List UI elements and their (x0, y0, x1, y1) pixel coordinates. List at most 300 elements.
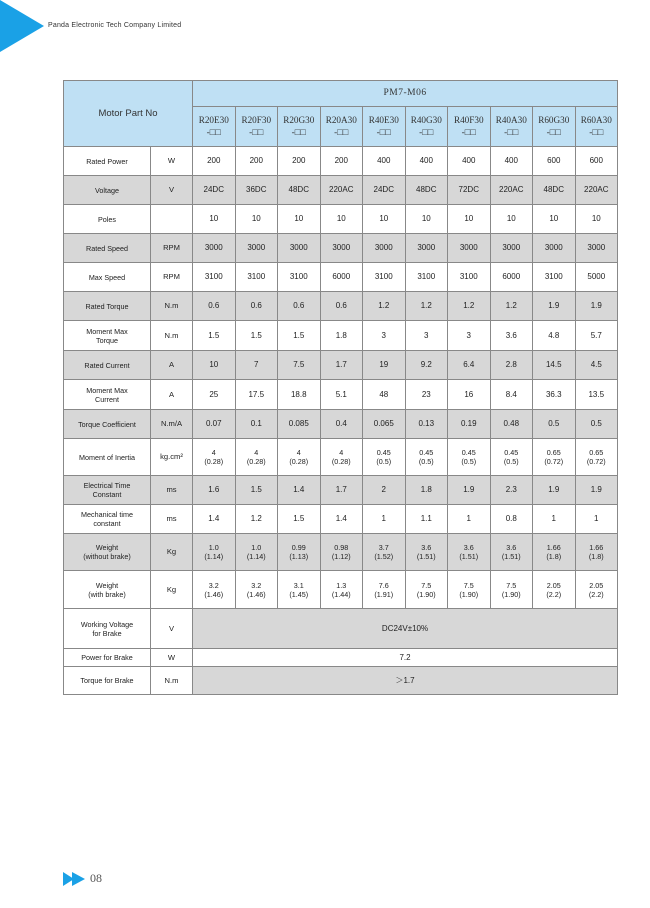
part-number-cell (193, 107, 236, 147)
row-label (64, 609, 151, 649)
value-line: 3000 (417, 243, 436, 252)
value-cell (448, 321, 491, 351)
brake-row (64, 667, 618, 695)
row-label-line: Torque Coefficient (78, 419, 136, 429)
row-label-line: Current (95, 394, 119, 404)
series-header: PM7-M06 (193, 81, 618, 107)
part-number-line: R40F30 (453, 115, 484, 125)
value-line: 0.6 (293, 301, 305, 310)
value-cell (575, 147, 618, 176)
row-label (64, 205, 151, 234)
value-cell (235, 571, 278, 609)
value-cell (193, 571, 236, 609)
value-line: 2.8 (505, 360, 517, 369)
value-line: (0.5) (461, 457, 477, 466)
value-cell (533, 439, 576, 476)
row-label-line: Voltage (95, 185, 119, 195)
row-label-line: Torque for Brake (80, 676, 134, 685)
value-line: 6.4 (463, 360, 475, 369)
value-cell (363, 476, 406, 505)
value-line: 0.45 (461, 448, 476, 457)
value-cell (575, 534, 618, 571)
value-cell (363, 176, 406, 205)
value-line: 3.6 (463, 543, 474, 552)
value-line: 1.9 (590, 485, 602, 494)
value-cell (235, 234, 278, 263)
table-row (64, 571, 618, 609)
value-line: (0.5) (376, 457, 392, 466)
value-line: 3100 (204, 272, 223, 281)
value-line: 220AC (499, 185, 524, 194)
row-label (64, 263, 151, 292)
value-line: 3000 (204, 243, 223, 252)
table-row (64, 534, 618, 571)
value-cell (193, 176, 236, 205)
value-cell (363, 439, 406, 476)
part-number-cell (278, 107, 321, 147)
value-line: 0.8 (505, 514, 517, 523)
value-cell (235, 147, 278, 176)
value-line: 7.6 (378, 580, 389, 590)
row-unit: Kg (151, 571, 193, 609)
value-line: 10 (209, 360, 219, 369)
row-label (64, 667, 151, 695)
value-line: 400 (504, 156, 518, 165)
value-line: 1.9 (590, 301, 602, 310)
value-cell (533, 534, 576, 571)
part-number-line: R60G30 (538, 115, 570, 125)
table-row (64, 321, 618, 351)
value-cell (575, 205, 618, 234)
value-line: 24DC (203, 185, 224, 194)
value-cell (320, 205, 363, 234)
row-label (64, 439, 151, 476)
value-line: 1.2 (505, 301, 517, 310)
header-row-series (64, 81, 618, 107)
value-line: 2.05 (589, 580, 604, 590)
table-row (64, 351, 618, 380)
value-cell (490, 205, 533, 234)
value-line: 4.8 (548, 330, 560, 340)
part-number-cell (533, 107, 576, 147)
value-cell (320, 439, 363, 476)
row-unit: A (151, 351, 193, 380)
value-cell (193, 292, 236, 321)
value-cell (490, 505, 533, 534)
value-line: 3.7 (378, 543, 389, 552)
value-cell (235, 292, 278, 321)
value-line: 3.6 (505, 330, 517, 340)
row-label (64, 534, 151, 571)
table-row (64, 176, 618, 205)
value-cell (278, 505, 321, 534)
value-cell (235, 534, 278, 571)
value-cell (533, 205, 576, 234)
value-line: 3000 (332, 243, 351, 252)
value-cell (405, 410, 448, 439)
value-cell (575, 263, 618, 292)
value-line: 4 (254, 448, 259, 457)
value-line: 1.9 (548, 485, 560, 494)
value-cell (575, 410, 618, 439)
part-number-line: -□□ (546, 126, 561, 137)
value-cell (405, 234, 448, 263)
value-line: 14.5 (545, 360, 562, 369)
part-number-cell (235, 107, 278, 147)
value-cell (490, 321, 533, 351)
value-line: 5000 (587, 272, 606, 281)
value-cell (405, 176, 448, 205)
value-line: 2 (381, 485, 386, 494)
value-line: 1.8 (335, 330, 347, 340)
value-line: 1.2 (463, 301, 475, 310)
row-label (64, 351, 151, 380)
page-number: 08 (90, 871, 102, 885)
value-cell (448, 571, 491, 609)
value-line: 0.5 (548, 419, 560, 428)
part-number-line: R40G30 (410, 115, 442, 125)
value-cell (575, 351, 618, 380)
row-unit: N.m (151, 321, 193, 351)
value-cell (405, 292, 448, 321)
value-line: (1.90) (416, 589, 436, 599)
value-cell (405, 505, 448, 534)
value-line: 200 (292, 156, 306, 165)
value-cell (448, 351, 491, 380)
value-cell (363, 380, 406, 410)
value-line: 1.8 (420, 485, 432, 494)
value-line: 19 (379, 360, 389, 369)
value-cell (575, 321, 618, 351)
value-line: (1.8) (588, 552, 604, 561)
value-line: 220AC (329, 185, 354, 194)
row-label (64, 505, 151, 534)
value-cell (320, 505, 363, 534)
part-number-line: -□□ (461, 126, 476, 137)
value-cell (405, 263, 448, 292)
value-line: 1.2 (378, 301, 390, 310)
value-cell (490, 176, 533, 205)
value-line: 10 (336, 214, 346, 223)
value-line: (1.12) (331, 552, 351, 561)
row-label-line: Torque (96, 335, 118, 345)
row-label-line: Rated Power (86, 156, 128, 166)
value-cell (490, 410, 533, 439)
value-line: 1 (466, 514, 471, 523)
value-line: 4 (296, 448, 301, 457)
value-cell (363, 410, 406, 439)
row-label-line: Working Voltage (80, 619, 134, 629)
value-cell (490, 147, 533, 176)
value-line: 400 (377, 156, 391, 165)
value-cell (235, 476, 278, 505)
table-row (64, 380, 618, 410)
value-line: 3000 (247, 243, 266, 252)
value-cell (490, 439, 533, 476)
part-number-line: R40E30 (368, 115, 399, 125)
value-line: 8.4 (505, 389, 517, 399)
part-number-line: R20G30 (283, 115, 315, 125)
value-cell (320, 380, 363, 410)
part-number-cell (405, 107, 448, 147)
value-line: (1.90) (459, 589, 479, 599)
part-number-cell (363, 107, 406, 147)
value-cell (320, 571, 363, 609)
value-line: 0.65 (589, 448, 604, 457)
part-number-cell (320, 107, 363, 147)
value-line: 0.45 (419, 448, 434, 457)
value-cell (405, 380, 448, 410)
table-row (64, 505, 618, 534)
value-cell (448, 534, 491, 571)
brake-row (64, 649, 618, 667)
row-label-line: Mechanical time (81, 510, 133, 519)
value-cell (448, 505, 491, 534)
part-number-line: -□□ (589, 126, 604, 137)
value-cell (278, 147, 321, 176)
value-cell (278, 476, 321, 505)
row-unit: N.m (151, 667, 193, 695)
value-line: 200 (207, 156, 221, 165)
motor-part-no-header: Motor Part No (64, 81, 193, 147)
value-cell (278, 176, 321, 205)
value-cell (278, 439, 321, 476)
value-line: 10 (549, 214, 559, 223)
value-cell (405, 147, 448, 176)
value-line: (1.13) (289, 552, 309, 561)
value-line: 3000 (587, 243, 606, 252)
value-cell (193, 476, 236, 505)
value-cell (490, 534, 533, 571)
row-label-line: Moment of Inertia (79, 452, 135, 462)
value-line: 6000 (502, 272, 521, 281)
value-cell (533, 410, 576, 439)
row-label (64, 571, 151, 609)
value-line: 10 (294, 214, 304, 223)
value-line: 3.2 (208, 580, 219, 590)
value-cell (490, 234, 533, 263)
value-line: (0.28) (331, 457, 351, 466)
value-cell (320, 263, 363, 292)
value-line: 600 (589, 156, 603, 165)
table-row (64, 205, 618, 234)
value-line: 3.6 (421, 543, 432, 552)
row-unit: RPM (151, 234, 193, 263)
value-line: 10 (591, 214, 601, 223)
value-cell (533, 571, 576, 609)
value-line: 2.05 (546, 580, 561, 590)
row-label (64, 476, 151, 505)
row-label-line: Weight (95, 580, 119, 590)
value-line: 220AC (584, 185, 609, 194)
part-number-cell (448, 107, 491, 147)
row-label (64, 380, 151, 410)
value-line: (1.51) (459, 552, 479, 561)
value-line: (1.51) (416, 552, 436, 561)
value-cell (533, 380, 576, 410)
value-line: 1.4 (335, 514, 347, 523)
row-unit: ms (151, 476, 193, 505)
row-unit (151, 205, 193, 234)
value-cell (320, 351, 363, 380)
part-number-line: -□□ (419, 126, 434, 137)
value-line: 3 (381, 330, 386, 340)
value-line: 3100 (247, 272, 266, 281)
row-label-line: (without brake) (83, 552, 131, 561)
value-cell (320, 234, 363, 263)
value-cell (193, 410, 236, 439)
brake-value: DC24V±10% (193, 609, 618, 649)
value-cell (278, 534, 321, 571)
value-line: 36.3 (545, 389, 562, 399)
value-line: 0.45 (504, 448, 519, 457)
value-line: 6000 (332, 272, 351, 281)
value-line: 16 (464, 389, 474, 399)
value-line: 1.4 (293, 485, 305, 494)
value-line: 0.65 (546, 448, 561, 457)
row-label-line: Electrical Time (83, 481, 131, 490)
value-line: 3100 (374, 272, 393, 281)
value-line: 1.0 (251, 543, 262, 552)
value-cell (235, 380, 278, 410)
value-line: 4 (339, 448, 344, 457)
value-cell (235, 176, 278, 205)
value-cell (405, 439, 448, 476)
row-label-line: Rated Current (84, 360, 130, 370)
value-cell (363, 571, 406, 609)
page-arrow-icon (63, 872, 87, 886)
value-cell (363, 534, 406, 571)
part-number-line: -□□ (291, 126, 306, 137)
value-line: 36DC (246, 185, 267, 194)
value-cell (193, 263, 236, 292)
value-line: 200 (334, 156, 348, 165)
row-label (64, 649, 151, 667)
table-row (64, 476, 618, 505)
table-row (64, 292, 618, 321)
part-number-cell (575, 107, 618, 147)
value-line: 72DC (458, 185, 479, 194)
value-line: 10 (464, 214, 474, 223)
value-cell (278, 571, 321, 609)
value-line: 0.6 (208, 301, 220, 310)
value-cell (448, 234, 491, 263)
value-cell (363, 321, 406, 351)
value-cell (363, 292, 406, 321)
value-cell (533, 234, 576, 263)
value-line: 3100 (289, 272, 308, 281)
row-label-line: Moment Max (86, 326, 128, 336)
value-line: 0.6 (250, 301, 262, 310)
value-line: 10 (379, 214, 389, 223)
value-line: 1.5 (293, 514, 305, 523)
value-line: 3 (466, 330, 471, 340)
value-cell (448, 205, 491, 234)
value-line: 3.1 (293, 580, 304, 590)
value-line: 18.8 (290, 389, 307, 399)
corner-triangle-logo (0, 0, 44, 52)
value-cell (490, 351, 533, 380)
value-line: 3100 (459, 272, 478, 281)
value-cell (320, 147, 363, 176)
value-line: 4 (211, 448, 216, 457)
value-cell (575, 571, 618, 609)
value-line: 3000 (459, 243, 478, 252)
value-cell (235, 351, 278, 380)
value-cell (533, 476, 576, 505)
value-line: 7 (254, 360, 259, 369)
value-line: (1.90) (501, 589, 521, 599)
value-cell (193, 351, 236, 380)
value-line: 1.6 (208, 485, 220, 494)
row-unit: V (151, 609, 193, 649)
value-cell (235, 263, 278, 292)
value-line: 0.19 (460, 419, 477, 428)
value-cell (235, 505, 278, 534)
value-line: 400 (462, 156, 476, 165)
value-cell (235, 205, 278, 234)
part-number-cell (490, 107, 533, 147)
value-cell (533, 147, 576, 176)
value-cell (490, 380, 533, 410)
value-line: 7.5 (293, 360, 305, 369)
value-line: 17.5 (248, 389, 265, 399)
row-unit: ms (151, 505, 193, 534)
value-cell (278, 410, 321, 439)
value-line: 48 (379, 389, 389, 399)
value-line: 10 (421, 214, 431, 223)
value-line: 10 (506, 214, 516, 223)
value-cell (533, 351, 576, 380)
value-cell (533, 321, 576, 351)
value-line: 0.07 (205, 419, 222, 428)
part-number-line: R20F30 (241, 115, 272, 125)
row-label (64, 176, 151, 205)
value-line: 5.1 (335, 389, 347, 399)
value-line: 0.6 (335, 301, 347, 310)
row-label (64, 234, 151, 263)
value-cell (278, 263, 321, 292)
value-cell (193, 534, 236, 571)
value-cell (320, 410, 363, 439)
value-line: (1.44) (331, 589, 351, 599)
value-cell (363, 147, 406, 176)
row-label-line: (with brake) (88, 589, 126, 599)
value-line: 3.2 (251, 580, 262, 590)
row-unit: W (151, 147, 193, 176)
brake-row (64, 609, 618, 649)
value-line: 1.5 (250, 485, 262, 494)
value-cell (575, 292, 618, 321)
value-cell (278, 205, 321, 234)
value-line: 7.5 (463, 580, 474, 590)
value-cell (448, 410, 491, 439)
value-line: 1.5 (293, 330, 305, 340)
value-line: 1 (594, 514, 599, 523)
value-line: 48DC (416, 185, 437, 194)
row-unit: RPM (151, 263, 193, 292)
value-line: (1.14) (204, 552, 224, 561)
table-row (64, 410, 618, 439)
part-number-line: R20E30 (198, 115, 229, 125)
value-cell (448, 439, 491, 476)
value-line: 0.1 (250, 419, 262, 428)
value-line: 0.5 (590, 419, 602, 428)
company-name: Panda Electronic Tech Company Limited (48, 22, 182, 29)
value-line: (1.8) (546, 552, 562, 561)
value-line: 400 (419, 156, 433, 165)
value-line: 1.2 (250, 514, 262, 523)
